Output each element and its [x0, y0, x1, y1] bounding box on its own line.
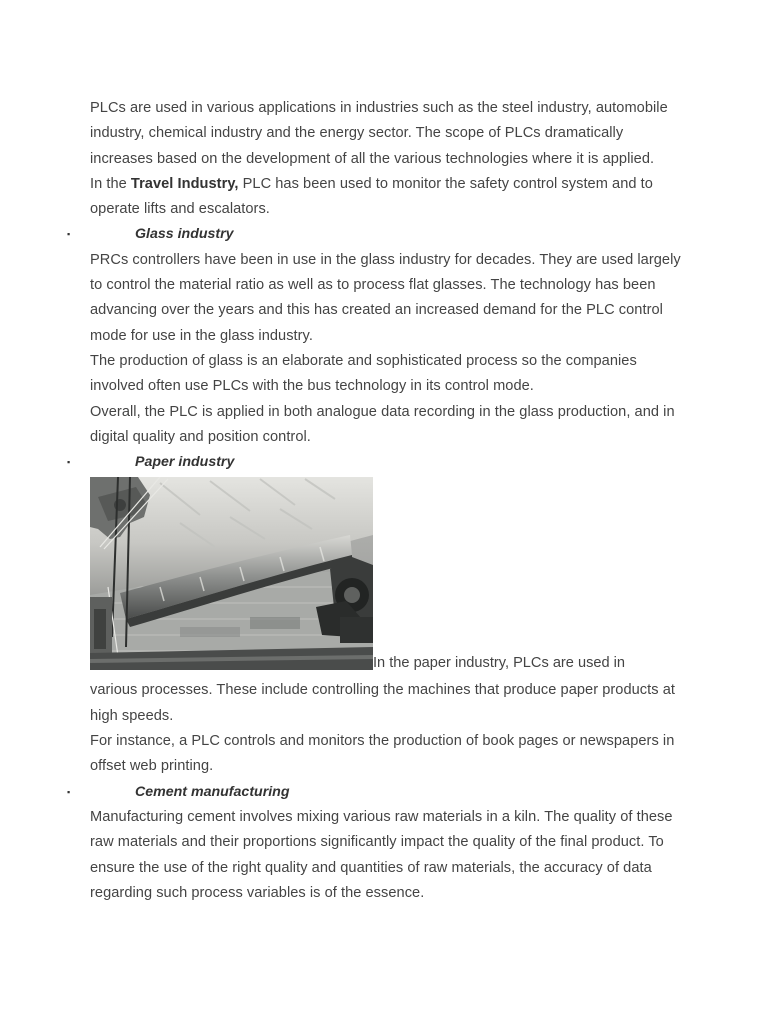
paper-paragraph-2: For instance, a PLC controls and monitors the production of book pages or newspapers in offset web printing. — [90, 733, 675, 775]
bullet-icon: ▪ — [67, 229, 71, 240]
paper-paragraph-1-rest: various processes. These include controlling the machines that produce paper products at high speeds. — [90, 682, 675, 724]
cement-manufacturing-heading — [67, 780, 690, 805]
paper-machine-photo — [90, 477, 373, 670]
paper-machine-figure — [90, 475, 690, 672]
glass-paragraph-1: PRCs controllers have been in use in the glass industry for decades. They are used largely to control the material ratio as well as to process flat glasses. The technology has been advancing over the years and this has created an increased demand for the PLC control mode for use in the glass industry. — [90, 251, 681, 344]
cement-manufacturing-title: Cement manufacturing — [135, 783, 290, 800]
document-body — [67, 96, 690, 906]
cement-paragraph-1: Manufacturing cement involves mixing various raw materials in a kiln. The quality of these raw materials and their proportions significantly impact the quality of the final product. To ensure the use of the right quality and quantities of raw materials, the accuracy of data regarding such process variables is of the essence. — [90, 808, 673, 901]
intro-p2-prefix: In the — [90, 175, 131, 192]
glass-paragraph-2: The production of glass is an elaborate and sophisticated process so the companies involved often use PLCs with the bus technology in its control mode. — [90, 352, 637, 395]
bullet-icon: ▪ — [67, 786, 71, 797]
glass-paragraph-3: Overall, the PLC is applied in both analogue data recording in the glass production, and in digital quality and position control. — [90, 403, 675, 445]
bullet-icon: ▪ — [67, 457, 71, 468]
intro-p2-rest: PLC has been used to monitor the safety control system and to operate lifts and escalators. — [90, 175, 653, 218]
glass-industry-title: Glass industry — [135, 226, 234, 243]
travel-industry-bold: Travel Industry, — [130, 175, 239, 192]
intro-paragraph-1: PLCs are used in various applications in industries such as the steel industry, automobile industry, chemical industry and the energy sector. The scope of PLCs dramatically increases based on the development of all the various technologies where it is applied. — [90, 100, 668, 167]
glass-industry-heading — [67, 222, 690, 247]
paper-paragraph-start: In the paper industry, PLCs are used in — [373, 655, 626, 672]
paper-industry-heading — [67, 450, 690, 475]
paper-industry-title: Paper industry — [135, 454, 235, 471]
intro-paragraph-2 — [90, 172, 690, 223]
